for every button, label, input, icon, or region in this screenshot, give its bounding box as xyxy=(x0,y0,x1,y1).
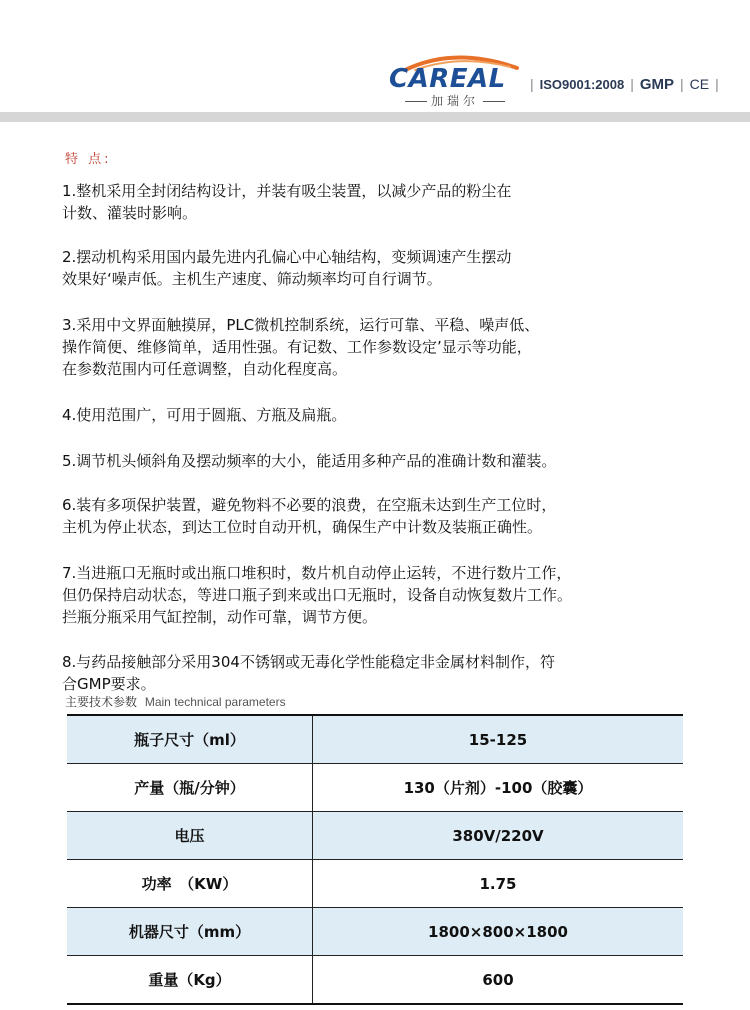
specs-caption-en: Main technical parameters xyxy=(144,695,286,709)
spec-label: 重量（Kg） xyxy=(67,956,313,1005)
spec-label: 电压 xyxy=(67,812,313,860)
divider: | xyxy=(530,76,534,92)
feature-item: 8.与药品接触部分采用304不锈钢或无毒化学性能稳定非金属材料制作，符 合GMP要求。 xyxy=(62,653,555,693)
feature-item: 5.调节机头倾斜角及摆动频率的大小，能适用多种产品的准确计数和灌装。 xyxy=(62,452,557,470)
feature-item: 1.整机采用全封闭结构设计，并装有吸尘装置，以减少产品的粉尘在 计数、灌装时影响。 xyxy=(62,182,512,222)
certifications xyxy=(530,74,719,94)
divider: | xyxy=(680,76,684,92)
spec-label: 机器尺寸（mm） xyxy=(67,908,313,956)
spec-value: 130（片剂）-100（胶囊） xyxy=(313,764,684,812)
feature-item: 2.摆动机构采用国内最先进内孔偏心中心轴结构，变频调速产生摆动 效果好‘噪声低。主机生产速度、筛动频率均可自行调节。 xyxy=(62,248,512,288)
spec-value: 15-125 xyxy=(313,715,684,764)
cert-iso: ISO9001:2008 xyxy=(539,76,625,92)
specs-caption xyxy=(65,693,286,710)
logo-wordmark: CAREAL xyxy=(389,64,506,94)
specs-caption-cn: 主要技术参数 xyxy=(65,695,138,709)
divider: | xyxy=(715,76,719,92)
table-row xyxy=(67,956,683,1005)
spec-value: 1.75 xyxy=(313,860,684,908)
specs-table xyxy=(67,714,683,1005)
spec-label: 功率 （KW） xyxy=(67,860,313,908)
table-row xyxy=(67,715,683,764)
divider: | xyxy=(630,76,634,92)
feature-item: 4.使用范围广，可用于圆瓶、方瓶及扁瓶。 xyxy=(62,406,347,424)
spec-value: 380V/220V xyxy=(313,812,684,860)
table-row xyxy=(67,812,683,860)
page-header xyxy=(0,0,750,118)
spec-value: 600 xyxy=(313,956,684,1005)
careal-logo xyxy=(385,52,530,112)
table-row xyxy=(67,908,683,956)
spec-label: 产量（瓶/分钟） xyxy=(67,764,313,812)
cert-gmp: GMP xyxy=(639,75,675,93)
features-heading: 特 点: xyxy=(65,152,112,167)
table-row xyxy=(67,860,683,908)
feature-item: 6.装有多项保护装置，避免物料不必要的浪费，在空瓶未达到生产工位时， 主机为停止状态，到达工位时自动开机，确保生产中计数及装瓶正确性。 xyxy=(62,496,557,536)
feature-item: 3.采用中文界面触摸屏，PLC微机控制系统，运行可靠、平稳、噪声低、 操作简便、维修简单，适用性强。有记数、工作参数设定’显示等功能， 在参数范围内可任意调整，自动化程度高。 xyxy=(62,316,540,378)
feature-item: 7.当进瓶口无瓶时或出瓶口堆积时，数片机自动停止运转，不进行数片工作， 但仍保持启动状态，等进口瓶子到来或出口无瓶时，设备自动恢复数片工作。 拦瓶分瓶采用气缸控制，动作可靠，调节方便。 xyxy=(62,564,573,626)
spec-label: 瓶子尺寸（ml） xyxy=(67,715,313,764)
spec-value: 1800×800×1800 xyxy=(313,908,684,956)
header-divider-bar xyxy=(0,112,750,122)
cert-ce-icon: CE xyxy=(689,76,710,92)
logo-chinese-name: 加瑞尔 xyxy=(385,92,525,109)
table-row xyxy=(67,764,683,812)
